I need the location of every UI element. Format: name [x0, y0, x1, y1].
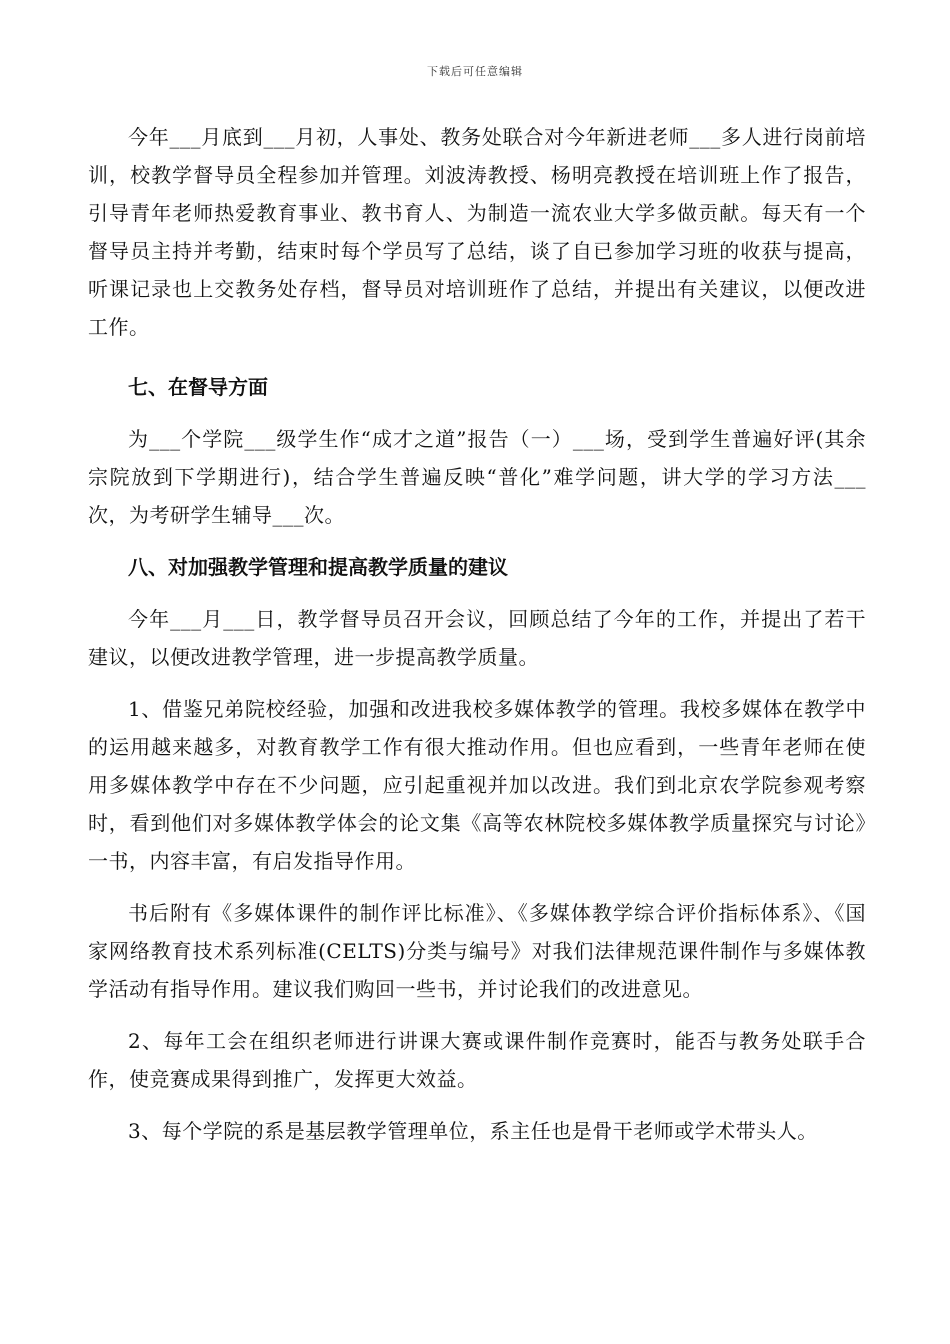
paragraph-suggestion-1: 1、借鉴兄弟院校经验，加强和改进我校多媒体教学的管理。我校多媒体在教学中的运用越来越多，对教育教学工作有很大推动作用。但也应看到，一些青年老师在使用多媒体教学中存在不少问题，应引起重视并加以改进。我们到北京农学院参观考察时，看到他们对多媒体教学体会的论文集《高等农林院校多媒体教学质量探究与讨论》一书，内容丰富，有启发指导作用。: [88, 697, 866, 873]
paragraph-suggestion-3: 3、每个学院的系是基层教学管理单位，系主任也是骨干老师或学术带头人。: [128, 1119, 818, 1143]
paragraph-reports: 为___个学院___级学生作“成才之道”报告（一）___场，受到学生普遍好评(其余宗院放到下学期进行)，结合学生普遍反映“普化”难学问题，讲大学的学习方法___次，为考研学生辅导___次。: [88, 427, 866, 527]
paragraph-meeting: 今年___月___日，教学督导员召开会议，回顾总结了今年的工作，并提出了若干建议，以便改进教学管理，进一步提高教学质量。: [88, 607, 866, 669]
document-body: [88, 118, 866, 1150]
paragraph-suggestion-2: 2、每年工会在组织老师进行讲课大赛或课件制作竞赛时，能否与教务处联手合作，使竞赛成果得到推广，发挥更大效益。: [88, 1029, 866, 1091]
header-note: 下载后可任意编辑: [427, 65, 523, 78]
paragraph-training: 今年___月底到___月初，人事处、教务处联合对今年新进老师___多人进行岗前培训，校教学督导员全程参加并管理。刘波涛教授、杨明亮教授在培训班上作了报告，引导青年老师热爱教育事业、教书育人、为制造一流农业大学多做贡献。每天有一个督导员主持并考勤，结束时每个学员写了总结，谈了自已参加学习班的收获与提高，听课记录也上交教务处存档，督导员对培训班作了总结，并提出有关建议，以便改进工作。: [88, 125, 866, 339]
section-heading-supervision: 七、在督导方面: [128, 375, 268, 399]
paragraph-appendix: 书后附有《多媒体课件的制作评比标准》、《多媒体教学综合评价指标体系》、《国家网络教育技术系列标准(CELTS)分类与编号》对我们法律规范课件制作与多媒体教学活动有指导作用。建议我们购回一些书，并讨论我们的改进意见。: [88, 901, 866, 1001]
section-heading-suggestions: 八、对加强教学管理和提高教学质量的建议: [128, 555, 508, 579]
